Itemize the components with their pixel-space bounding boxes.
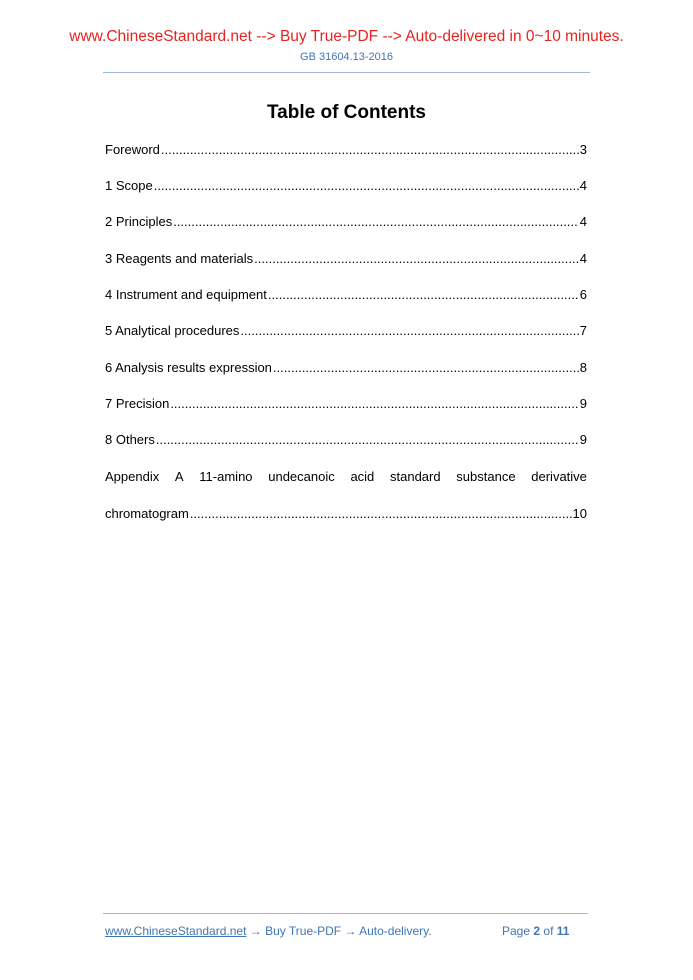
toc-dot-leader xyxy=(254,251,579,266)
toc-entry-others[interactable] xyxy=(105,432,587,447)
footer-promo xyxy=(105,924,432,938)
appendix-word: A xyxy=(174,469,184,484)
page-indicator xyxy=(502,924,569,938)
toc-entry-results[interactable] xyxy=(105,360,587,375)
total-pages-number: 11 xyxy=(556,924,570,938)
toc-entry-label: 4 Instrument and equipment xyxy=(105,287,267,302)
toc-entry-label: 5 Analytical procedures xyxy=(105,323,240,338)
toc-entry-principles[interactable] xyxy=(105,214,587,229)
toc-page-number: 10 xyxy=(572,506,587,521)
toc-entry-label: 3 Reagents and materials xyxy=(105,251,254,266)
toc-entry-foreword[interactable] xyxy=(105,142,587,157)
page-of-word: of xyxy=(543,924,554,938)
toc-dot-leader xyxy=(240,323,578,338)
toc-entry-scope[interactable] xyxy=(105,178,587,193)
footer-promo-text: → Buy True-PDF → Auto-delivery. xyxy=(246,924,432,938)
toc-dot-leader xyxy=(190,506,572,521)
toc-entry-precision[interactable] xyxy=(105,396,587,411)
toc-page-number: 4 xyxy=(579,251,587,266)
toc-entry-label: 6 Analysis results expression xyxy=(105,360,272,375)
toc-dot-leader xyxy=(273,360,579,375)
toc-entry-appendix-a-line1[interactable] xyxy=(105,469,587,484)
header-divider xyxy=(103,72,590,73)
appendix-word: 11-amino xyxy=(199,469,253,484)
toc-entry-label: 7 Precision xyxy=(105,396,170,411)
toc-entry-reagents[interactable] xyxy=(105,251,587,266)
appendix-word: undecanoic xyxy=(268,469,335,484)
toc-entry-label: 8 Others xyxy=(105,432,155,447)
toc-page-number: 3 xyxy=(579,142,587,157)
toc-dot-leader xyxy=(156,432,579,447)
toc-dot-leader xyxy=(173,214,579,229)
toc-dot-leader xyxy=(154,178,579,193)
document-code: GB 31604.13-2016 xyxy=(300,51,393,63)
toc-entry-label: 1 Scope xyxy=(105,178,153,193)
toc-page-number: 9 xyxy=(579,432,587,447)
appendix-word: Appendix xyxy=(105,469,160,484)
appendix-word: standard xyxy=(390,469,441,484)
appendix-word: acid xyxy=(350,469,375,484)
toc-dot-leader xyxy=(268,287,579,302)
toc-dot-leader xyxy=(161,142,579,157)
current-page-number: 2 xyxy=(533,924,541,938)
toc-page-number: 8 xyxy=(579,360,587,375)
toc-title: Table of Contents xyxy=(266,102,427,123)
toc-entry-procedures[interactable] xyxy=(105,323,587,338)
footer-divider xyxy=(103,913,588,914)
appendix-word: derivative xyxy=(531,469,587,484)
toc-page-number: 6 xyxy=(579,287,587,302)
appendix-word: substance xyxy=(456,469,516,484)
toc-entry-label: Foreword xyxy=(105,142,160,157)
toc-page-number: 7 xyxy=(579,323,587,338)
toc-page-number: 4 xyxy=(579,214,587,229)
toc-entry-label: 2 Principles xyxy=(105,214,173,229)
toc-page-number: 4 xyxy=(579,178,587,193)
toc-entry-instrument[interactable] xyxy=(105,287,587,302)
toc-page-number: 9 xyxy=(579,396,587,411)
toc-entry-label: chromatogram xyxy=(105,506,189,521)
header-banner: www.ChineseStandard.net --> Buy True-PDF --> Auto-delivered in 0~10 minutes. xyxy=(69,28,624,45)
toc-dot-leader xyxy=(170,396,578,411)
footer-website-link[interactable]: www.ChineseStandard.net xyxy=(105,924,247,938)
toc-entry-appendix-a-line2[interactable] xyxy=(105,506,587,521)
page-word: Page xyxy=(502,924,531,938)
